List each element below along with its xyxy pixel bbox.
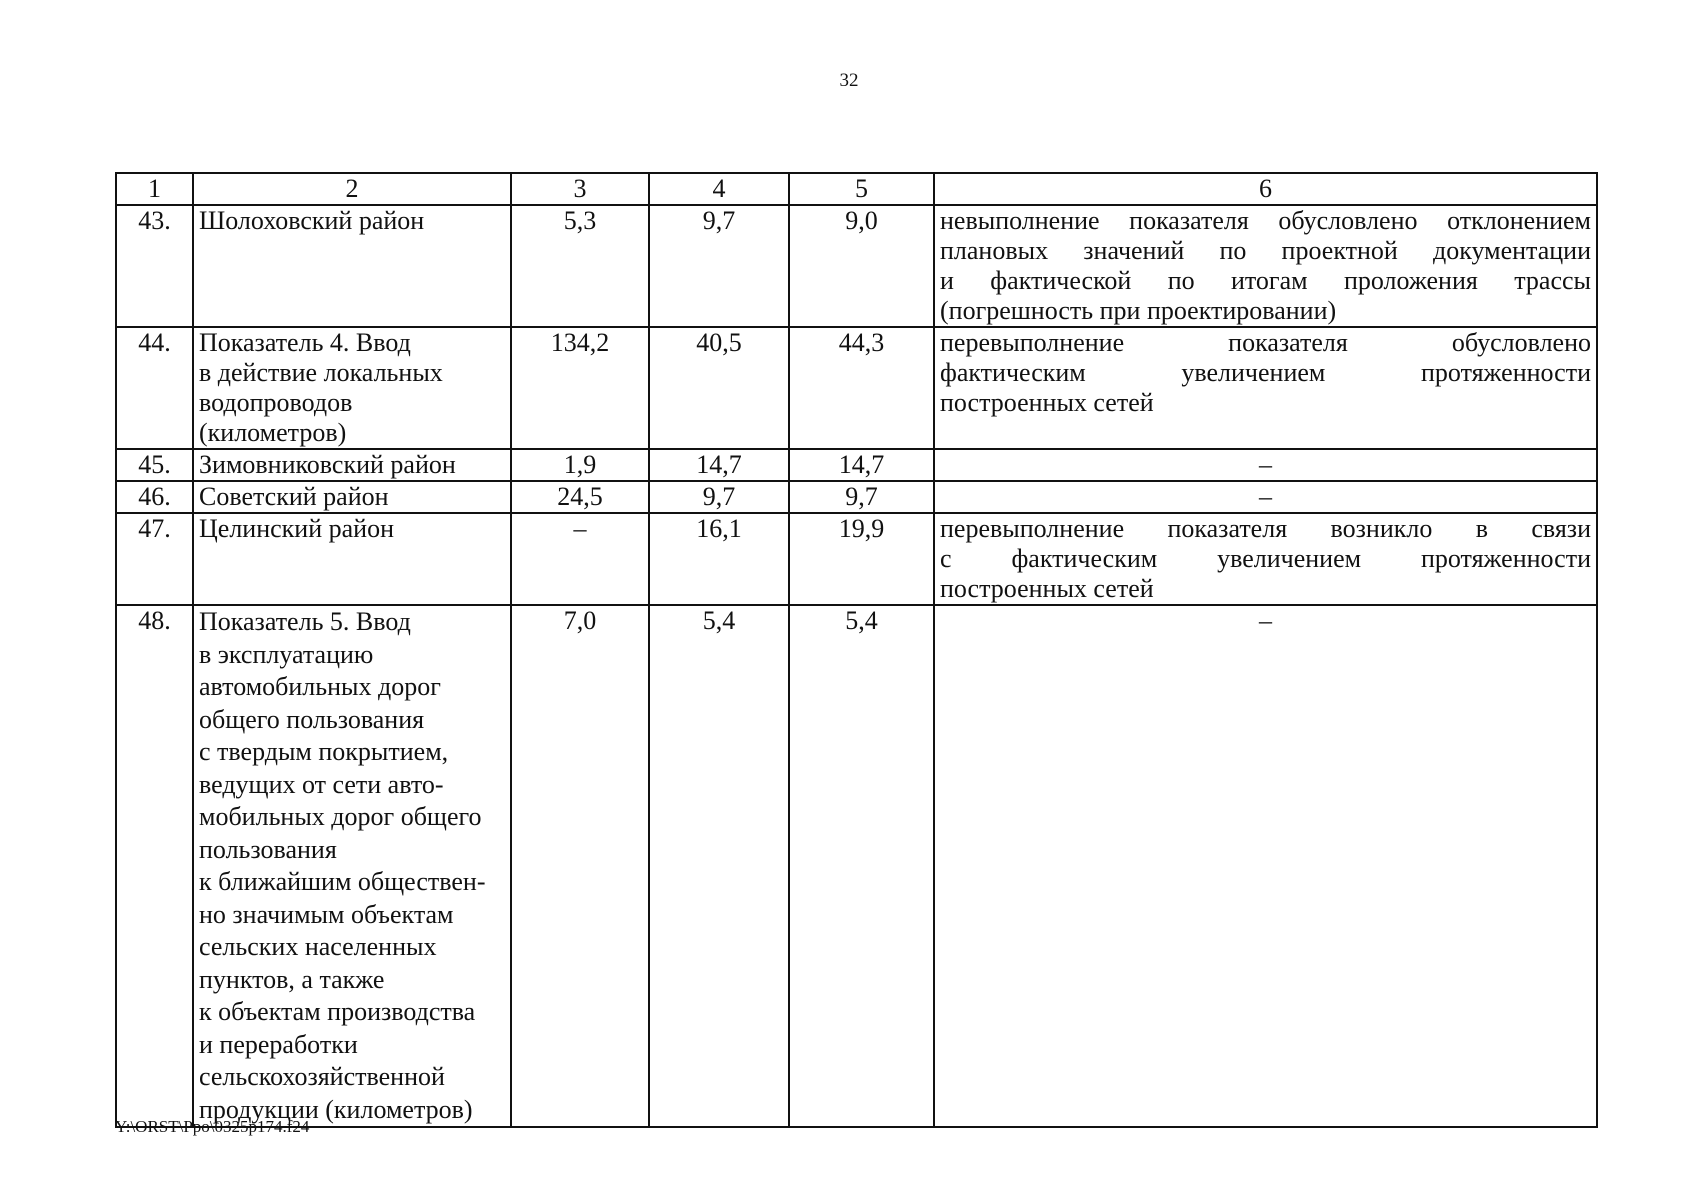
- row-name: [193, 449, 511, 481]
- row-note: [934, 205, 1597, 327]
- row-name-line: (километров): [199, 418, 347, 447]
- note-line: перевыполнение показателя обусловлено: [940, 328, 1591, 357]
- row-name: [193, 205, 511, 327]
- table-header-row: [116, 173, 1597, 205]
- value-col3: 7,0: [511, 605, 649, 1127]
- row-note: [934, 327, 1597, 449]
- note-line: построенных сетей: [940, 388, 1154, 417]
- row-name-line: Целинский район: [199, 514, 394, 543]
- note-line: с фактическим увеличением протяженности: [940, 544, 1591, 573]
- row-name-line: пользования: [199, 834, 337, 864]
- value-col3: –: [511, 513, 649, 605]
- table-row: [116, 513, 1597, 605]
- value-col4: 16,1: [649, 513, 789, 605]
- row-name-line: в эксплуатацию: [199, 639, 374, 669]
- row-name-line: продукции (километров): [199, 1094, 473, 1124]
- table-row: [116, 449, 1597, 481]
- row-note: [934, 513, 1597, 605]
- note-line: и фактической по итогам проложения трассы: [940, 266, 1591, 295]
- note-line: построенных сетей: [940, 574, 1154, 603]
- header-cell: 3: [511, 173, 649, 205]
- row-name-line: общего пользования: [199, 704, 425, 734]
- value-col5: 19,9: [789, 513, 934, 605]
- value-col4: 40,5: [649, 327, 789, 449]
- row-name-line: Показатель 4. Ввод: [199, 328, 411, 357]
- note-line: невыполнение показателя обусловлено отклонением: [940, 206, 1591, 235]
- note-line: фактическим увеличением протяженности: [940, 358, 1591, 387]
- row-name-line: Советский район: [199, 482, 389, 511]
- row-name-line: к ближайшим обществен-: [199, 867, 486, 896]
- row-name-line: сельских населенных: [199, 932, 437, 961]
- page-number: 32: [839, 70, 859, 91]
- value-col5: 44,3: [789, 327, 934, 449]
- table-row: [116, 481, 1597, 513]
- row-name-line: водопроводов: [199, 388, 353, 417]
- value-col4: 9,7: [649, 481, 789, 513]
- row-name: [193, 605, 511, 1127]
- row-name: [193, 327, 511, 449]
- row-name-line: пунктов, а также: [199, 964, 385, 994]
- row-number: 47.: [116, 513, 193, 605]
- row-name-line: ведущих от сети авто-: [199, 769, 444, 799]
- row-note: –: [934, 605, 1597, 1127]
- table-row: [116, 605, 1597, 1127]
- table-row: [116, 327, 1597, 449]
- value-col4: 5,4: [649, 605, 789, 1127]
- row-name-line: и переработки: [199, 1029, 358, 1059]
- file-path-footer: Y:\ORST\Ppo\0325p174.f24: [115, 1117, 310, 1136]
- row-name-line: автомобильных дорог: [199, 672, 441, 701]
- header-cell: 1: [116, 173, 193, 205]
- note-line: перевыполнение показателя возникло в связи: [940, 514, 1591, 543]
- row-name-line: мобильных дорог общего: [199, 802, 482, 831]
- row-note: –: [934, 481, 1597, 513]
- value-col3: 1,9: [511, 449, 649, 481]
- indicators-table: [115, 172, 1598, 1128]
- row-name-line: Зимовниковский район: [199, 450, 456, 479]
- row-number: 46.: [116, 481, 193, 513]
- row-note: –: [934, 449, 1597, 481]
- row-name-line: с твердым покрытием,: [199, 737, 449, 766]
- header-cell: 6: [934, 173, 1597, 205]
- note-line: (погрешность при проектировании): [940, 296, 1337, 325]
- row-name-line: к объектам производства: [199, 997, 476, 1026]
- value-col3: 5,3: [511, 205, 649, 327]
- note-line: плановых значений по проектной документации: [940, 236, 1591, 265]
- row-name-line: сельскохозяйственной: [199, 1062, 445, 1091]
- row-name-line: но значимым объектам: [199, 899, 454, 929]
- table-row: [116, 205, 1597, 327]
- row-name-line: Шолоховский район: [199, 206, 425, 235]
- value-col5: 9,7: [789, 481, 934, 513]
- row-number: 48.: [116, 605, 193, 1127]
- row-name: [193, 481, 511, 513]
- row-number: 44.: [116, 327, 193, 449]
- value-col5: 14,7: [789, 449, 934, 481]
- header-cell: 2: [193, 173, 511, 205]
- value-col3: 24,5: [511, 481, 649, 513]
- value-col5: 9,0: [789, 205, 934, 327]
- header-cell: 5: [789, 173, 934, 205]
- row-name-line: в действие локальных: [199, 358, 443, 387]
- header-cell: 4: [649, 173, 789, 205]
- row-name-line: Показатель 5. Ввод: [199, 607, 411, 636]
- row-number: 45.: [116, 449, 193, 481]
- value-col4: 9,7: [649, 205, 789, 327]
- value-col5: 5,4: [789, 605, 934, 1127]
- row-name: [193, 513, 511, 605]
- value-col4: 14,7: [649, 449, 789, 481]
- row-number: 43.: [116, 205, 193, 327]
- value-col3: 134,2: [511, 327, 649, 449]
